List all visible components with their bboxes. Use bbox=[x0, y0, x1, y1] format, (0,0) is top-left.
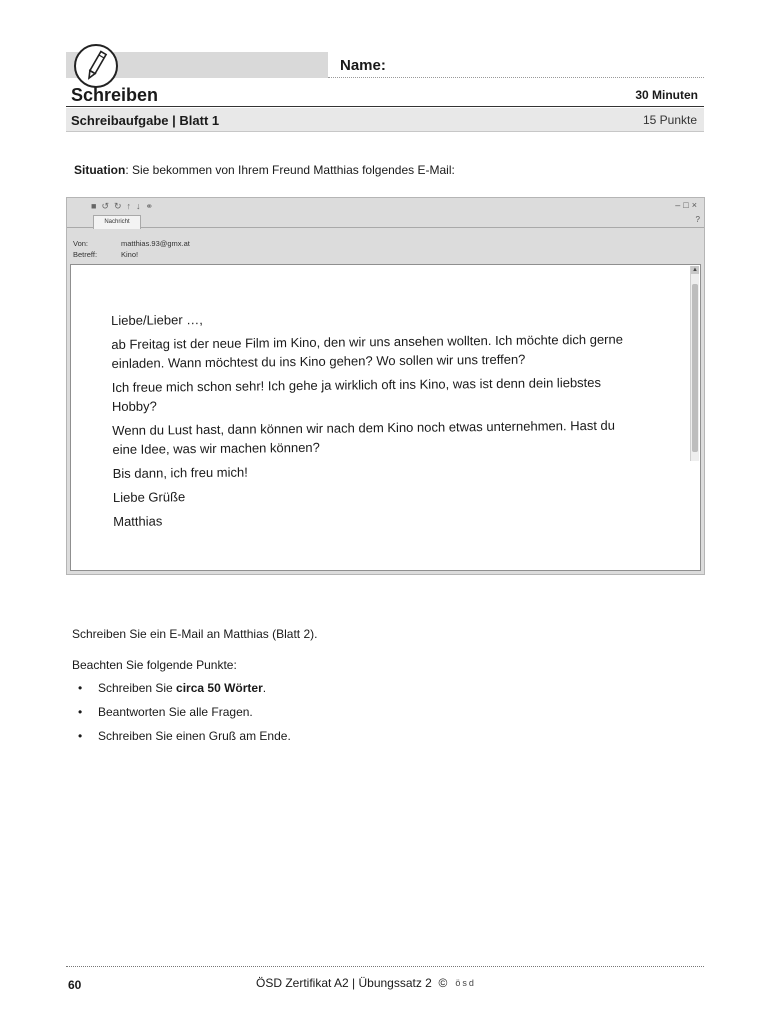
from-label: Von: bbox=[73, 239, 89, 248]
tab-message[interactable]: Nachricht bbox=[93, 215, 141, 229]
email-window bbox=[66, 197, 705, 575]
list-item bbox=[78, 681, 291, 705]
copyright-icon: © bbox=[438, 976, 448, 990]
email-paragraph: Bis dann, ich freu mich! bbox=[112, 464, 248, 481]
window-controls bbox=[675, 200, 700, 210]
email-paragraph: Matthias bbox=[113, 513, 163, 529]
save-icon[interactable]: ■ bbox=[91, 201, 97, 211]
bullet-text: Schreiben Sie bbox=[98, 681, 177, 695]
list-item bbox=[78, 729, 291, 753]
scroll-thumb[interactable] bbox=[692, 284, 698, 452]
subtitle-bar bbox=[66, 108, 704, 132]
task-subtitle: Schreibaufgabe | Blatt 1 bbox=[71, 113, 220, 128]
close-icon[interactable]: × bbox=[691, 200, 700, 210]
bullet-text-end: . bbox=[262, 681, 267, 695]
arrow-up-icon[interactable]: ↑ bbox=[126, 201, 132, 211]
email-paragraph: Wenn du Lust hast, dann können wir nach dem Kino noch etwas unternehmen. Hast du eine Idee, was wir machen können? bbox=[112, 417, 616, 457]
header-rule bbox=[66, 106, 704, 107]
email-paragraph: ab Freitag ist der neue Film im Kino, den wir uns ansehen wollten. Ich möchte dich gerne einladen. Wann möchtest du ins Kino gehen? Wo sollen wir uns treffen? bbox=[111, 331, 624, 371]
situation-text: : Sie bekommen von Ihrem Freund Matthias folgendes E-Mail: bbox=[125, 163, 455, 177]
bullet-bold: circa 50 Wörter bbox=[176, 681, 263, 695]
undo-icon[interactable]: ↺ bbox=[101, 200, 109, 211]
email-meta bbox=[73, 238, 190, 260]
osd-logo: ösd bbox=[455, 978, 476, 988]
subject-value: Kino! bbox=[121, 250, 139, 259]
pencil-icon bbox=[74, 44, 118, 88]
name-label: Name: bbox=[340, 57, 386, 74]
bullet: • bbox=[78, 681, 83, 695]
situation bbox=[74, 163, 455, 177]
bullet: • bbox=[78, 705, 83, 719]
scroll-up-icon[interactable]: ▲ bbox=[692, 267, 698, 273]
from-value: matthias.93@gmx.at bbox=[121, 239, 190, 248]
duration: 30 Minuten bbox=[635, 88, 698, 102]
maximize-icon[interactable]: □ bbox=[683, 200, 692, 210]
bullet: • bbox=[78, 729, 83, 743]
section-title: Schreiben bbox=[71, 85, 159, 105]
email-body bbox=[70, 264, 701, 571]
bullet-text: Beantworten Sie alle Fragen. bbox=[98, 705, 253, 719]
email-toolbar bbox=[67, 198, 704, 214]
bullet-text: Schreiben Sie einen Gruß am Ende. bbox=[98, 729, 291, 743]
task-list bbox=[78, 681, 291, 753]
task-instruction: Schreiben Sie ein E-Mail an Matthias (Blatt 2). bbox=[72, 627, 318, 641]
arrow-down-icon[interactable]: ↓ bbox=[136, 201, 141, 211]
email-paragraph: Ich freue mich schon sehr! Ich gehe ja wirklich oft ins Kino, was ist denn dein liebstes Hobby? bbox=[111, 374, 602, 414]
points: 15 Punkte bbox=[642, 113, 697, 127]
email-paragraph: Liebe Grüße bbox=[112, 489, 186, 505]
tab-strip bbox=[67, 214, 704, 228]
list-item bbox=[78, 705, 291, 729]
footer-text: ÖSD Zertifikat A2 | Übungssatz 2 bbox=[256, 976, 432, 990]
footer-rule bbox=[66, 966, 704, 967]
scrollbar[interactable] bbox=[690, 266, 699, 461]
subject-label: Betreff: bbox=[73, 250, 98, 259]
points-intro: Beachten Sie folgende Punkte: bbox=[72, 658, 237, 672]
redo-icon[interactable]: ↻ bbox=[113, 200, 122, 211]
attach-icon[interactable]: ⚭ bbox=[145, 200, 154, 211]
help-icon[interactable]: ? bbox=[695, 215, 700, 224]
email-paragraph: Liebe/Lieber …, bbox=[111, 312, 203, 328]
email-text bbox=[111, 306, 638, 536]
footer-text-group bbox=[256, 976, 476, 990]
minimize-icon[interactable]: – bbox=[675, 200, 684, 210]
situation-label: Situation bbox=[74, 163, 126, 177]
page-number: 60 bbox=[68, 978, 82, 992]
name-line bbox=[328, 77, 704, 78]
